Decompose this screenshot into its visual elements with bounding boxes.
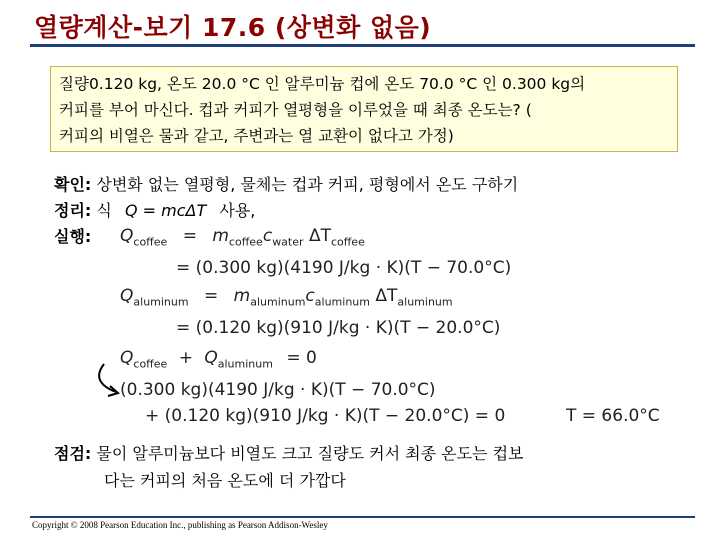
- equals-sign: =: [182, 226, 197, 246]
- aluminum-subscript: aluminum: [250, 295, 306, 309]
- check-label: 점검:: [54, 444, 92, 463]
- aluminum-subscript: aluminum: [314, 295, 370, 309]
- coffee-heat-equation: [120, 226, 365, 248]
- aluminum-subscript: aluminum: [217, 357, 273, 371]
- mass-symbol: m: [233, 286, 251, 306]
- problem-line-2: 커피를 부어 마신다. 컵과 커피가 열평형을 이루었을 때 최종 온도는? (: [59, 101, 532, 119]
- coffee-subscript: coffee: [133, 235, 168, 249]
- q-symbol: Q: [204, 348, 218, 368]
- aluminum-heat-substitution: = (0.120 kg)(910 J/kg · K)(T − 20.0°C): [176, 318, 501, 338]
- confirm-label: 확인:: [54, 175, 92, 194]
- confirm-text: 상변화 없는 열평형, 물체는 컵과 커피, 평형에서 온도 구하기: [91, 175, 519, 194]
- q-symbol: Q: [120, 348, 134, 368]
- problem-box: [50, 66, 678, 152]
- execute-label: 실행:: [54, 227, 92, 246]
- copyright-notice: Copyright © 2008 Pearson Education Inc., publishing as Pearson Addison-Wesley: [32, 520, 328, 530]
- final-temperature-result: T = 66.0°C: [566, 406, 660, 426]
- title-divider: [30, 44, 695, 47]
- organize-text-after: 사용,: [214, 201, 256, 220]
- delta-t-symbol: ΔT: [375, 286, 398, 306]
- specific-heat-symbol: c: [262, 226, 273, 246]
- aluminum-subscript: aluminum: [397, 295, 453, 309]
- organize-step: [54, 198, 518, 224]
- heat-balance-equation: [120, 348, 317, 370]
- check-step: [54, 440, 524, 494]
- coffee-subscript: coffee: [228, 235, 263, 249]
- coffee-subscript: coffee: [330, 235, 365, 249]
- specific-heat-symbol: c: [305, 286, 315, 306]
- plus-sign: +: [178, 348, 193, 368]
- equals-zero: = 0: [286, 348, 317, 368]
- organize-label: 정리:: [54, 201, 92, 220]
- check-text-1: 물이 알루미늄보다 비열도 크고 질량도 커서 최종 온도는 컵보: [91, 444, 524, 463]
- coffee-heat-substitution: = (0.300 kg)(4190 J/kg · K)(T − 70.0°C): [176, 258, 512, 278]
- problem-line-1: 질량0.120 kg, 온도 20.0 °C 인 알루미늄 컵에 온도 70.0 °C 인 0.300 kg의: [59, 75, 586, 93]
- coffee-subscript: coffee: [133, 357, 168, 371]
- footer-divider: [30, 516, 695, 518]
- slide-title: 열량계산-보기 17.6 (상변화 없음): [34, 13, 432, 42]
- heat-balance-substitution-1: (0.300 kg)(4190 J/kg · K)(T − 70.0°C): [120, 380, 436, 400]
- check-text-2: 다는 커피의 처음 온도에 더 가깝다: [104, 471, 346, 490]
- aluminum-subscript: aluminum: [133, 295, 189, 309]
- heat-balance-substitution-2: + (0.120 kg)(910 J/kg · K)(T − 20.0°C) = 0: [145, 406, 506, 426]
- aluminum-heat-equation: [120, 286, 453, 308]
- problem-line-3: 커피의 비열은 물과 같고, 주변과는 열 교환이 없다고 가정): [59, 127, 454, 145]
- organize-formula: Q = mcΔT: [124, 201, 207, 220]
- curved-arrow-icon: [90, 360, 130, 400]
- organize-text-before: 식: [91, 201, 117, 220]
- mass-symbol: m: [212, 226, 229, 246]
- q-symbol: Q: [120, 226, 134, 246]
- water-subscript: water: [272, 235, 304, 249]
- q-symbol: Q: [120, 286, 134, 306]
- equals-sign: =: [204, 286, 219, 306]
- delta-t-symbol: ΔT: [308, 226, 331, 246]
- confirm-step: [54, 172, 518, 198]
